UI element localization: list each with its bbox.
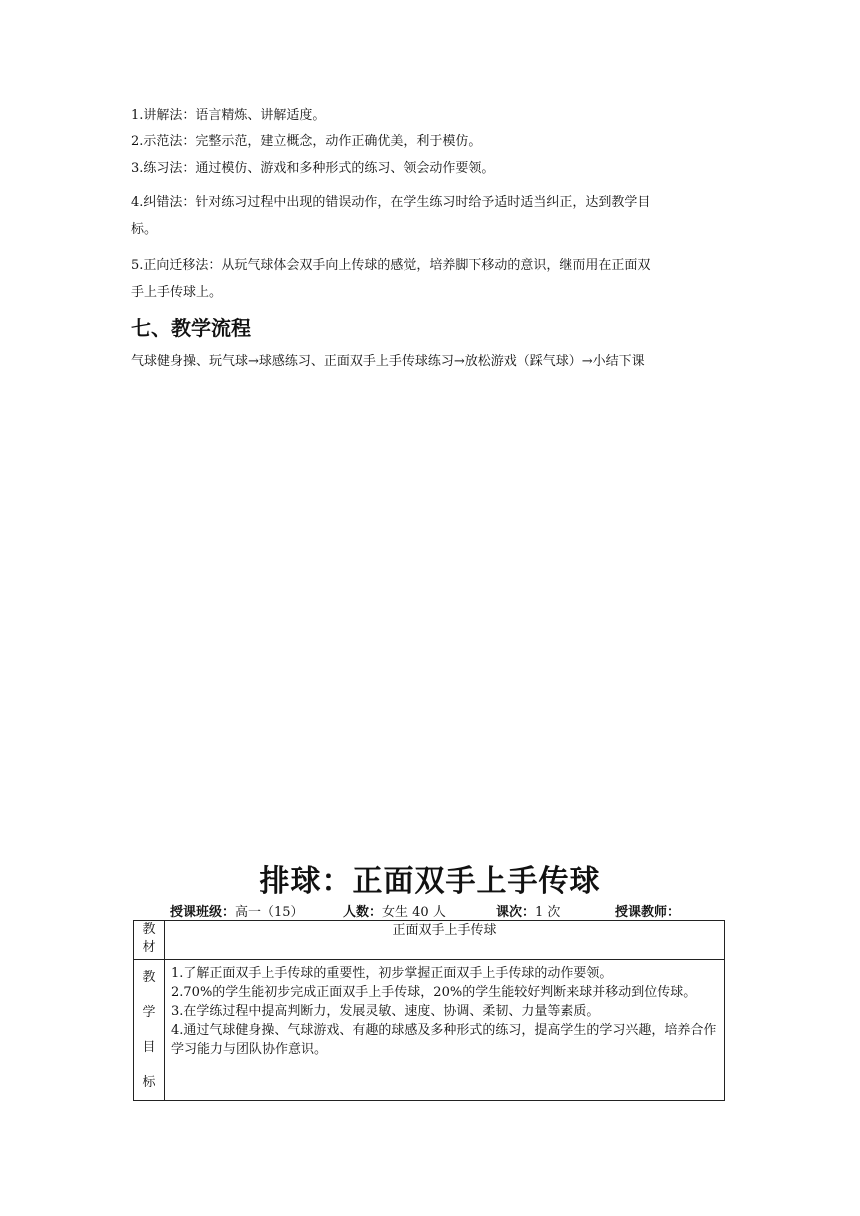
lesson-plan-table (133, 920, 725, 1101)
info-session-label: 课次： (496, 905, 536, 920)
section-heading-teaching-flow: 七、教学流程 (131, 316, 251, 340)
teaching-flow-text: 气球健身操、玩气球→球感练习、正面双手上手传球练习→放松游戏（踩气球）→小结下课 (131, 354, 645, 369)
info-class (170, 901, 304, 920)
info-teacher (615, 901, 680, 920)
method-transfer-line2: 手上手传球上。 (131, 285, 223, 300)
info-teacher-label: 授课教师： (615, 905, 681, 920)
material-label-cell (134, 921, 165, 960)
goal-item: 4.通过气球健身操、气球游戏、有趣的球感及多种形式的练习，提高学生的学习兴趣，培养合作学习能力与团队协作意识。 (171, 1023, 717, 1057)
goal-item: 3.在学练过程中提高判断力，发展灵敏、速度、协调、柔韧、力量等素质。 (171, 1004, 600, 1019)
goals-label-char: 教 (142, 970, 156, 985)
material-label-char: 教 (142, 922, 156, 937)
method-correction (131, 189, 731, 243)
info-class-value: 高一（15） (235, 905, 304, 920)
method-correction-line1: 4.纠错法：针对练习过程中出现的错误动作，在学生练习时给予适时适当纠正，达到教学目 (131, 195, 651, 210)
method-correction-line2: 标。 (131, 222, 158, 237)
method-transfer-line1: 5.正向迁移法：从玩气球体会双手向上传球的感觉，培养脚下移动的意识，继而用在正面双 (131, 258, 651, 273)
goals-content (165, 960, 725, 1101)
material-value: 正面双手上手传球 (165, 921, 725, 960)
material-row (134, 921, 725, 960)
goals-row (134, 960, 725, 1101)
goals-label-char: 目 (142, 1040, 156, 1055)
lesson-plan-title: 排球：正面双手上手传球 (259, 864, 601, 899)
method-transfer (131, 252, 731, 306)
info-count-value: 女生 40 人 (382, 905, 446, 920)
info-session-value: 1 次 (535, 905, 561, 920)
goals-label-char: 标 (142, 1075, 156, 1090)
info-class-label: 授课班级： (170, 905, 236, 920)
info-student-count (343, 901, 446, 920)
goals-label-char: 学 (142, 1005, 156, 1020)
method-explanation: 1.讲解法：语言精炼、讲解适度。 (131, 108, 326, 123)
goal-item: 1.了解正面双手上手传球的重要性，初步掌握正面双手上手传球的动作要领。 (171, 966, 613, 981)
goals-label-cell (134, 960, 165, 1101)
method-demonstration: 2.示范法：完整示范，建立概念，动作正确优美，利于模仿。 (131, 134, 482, 149)
info-count-label: 人数： (343, 905, 383, 920)
material-label-char: 材 (142, 940, 156, 955)
method-practice: 3.练习法：通过模仿、游戏和多种形式的练习、领会动作要领。 (131, 161, 495, 176)
info-session (496, 901, 560, 920)
goal-item: 2.70%的学生能初步完成正面双手上手传球，20%的学生能较好判断来球并移动到位传球。 (171, 985, 697, 1000)
